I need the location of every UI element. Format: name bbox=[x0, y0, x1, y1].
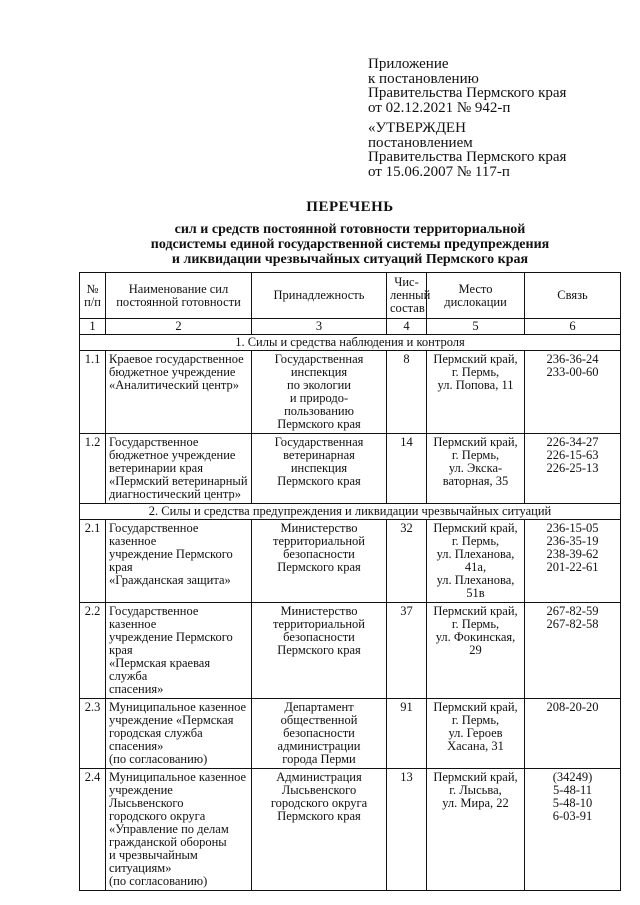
subtitle-line: и ликвидации чрезвычайных ситуаций Пермского края bbox=[171, 252, 529, 267]
row-contacts: (34249) 5-48-11 5-48-10 6-03-91 bbox=[525, 769, 621, 891]
approved-line: постановлением bbox=[368, 134, 473, 151]
appendix-header bbox=[368, 57, 566, 115]
row-contacts: 208-20-20 bbox=[525, 699, 621, 769]
row-name: Муниципальное казенное учреждение «Пермская городская служба спасения» (по согласованию) bbox=[106, 699, 252, 769]
row-num: 1.1 bbox=[80, 351, 106, 434]
appendix-line: Приложение bbox=[368, 56, 449, 72]
approved-line: Правительства Пермского края bbox=[368, 149, 567, 166]
header-location: Место дислокации bbox=[427, 273, 525, 319]
section-title: 2. Силы и средства предупреждения и ликвидации чрезвычайных ситуаций bbox=[80, 504, 621, 520]
row-contacts: 236-15-05 236-35-19 238-39-62 201-22-61 bbox=[525, 520, 621, 603]
row-affiliation: Департамент общественной безопасности администрации города Перми bbox=[252, 699, 387, 769]
document-title: ПЕРЕЧЕНЬ bbox=[306, 199, 394, 215]
row-affiliation: Министерство территориальной безопасности Пермского края bbox=[252, 520, 387, 603]
row-name: Муниципальное казенное учреждение Лысьвенского городского округа «Управление по делам гражданской обороны и чрезвычайным ситуациям» (по согласованию) bbox=[106, 769, 252, 891]
row-location: Пермский край, г. Пермь, ул. Экска- ваторная, 35 bbox=[427, 434, 525, 504]
row-name: Государственное бюджетное учреждение ветеринарии края «Пермский ветеринарный диагностический центр» bbox=[106, 434, 252, 504]
row-contacts: 236-36-24 233-00-60 bbox=[525, 351, 621, 434]
table-row bbox=[80, 603, 621, 699]
header-affiliation: Принадлежность bbox=[252, 273, 387, 319]
appendix-line: к постановлению bbox=[368, 70, 479, 87]
subtitle-line: сил и средств постоянной готовности территориальной bbox=[174, 222, 526, 237]
approved-line: «УТВЕРЖДЕН bbox=[368, 120, 466, 136]
row-name: Краевое государственное бюджетное учреждение «Аналитический центр» bbox=[106, 351, 252, 434]
approved-header bbox=[368, 121, 566, 179]
section-row bbox=[80, 335, 621, 351]
column-number: 1 bbox=[80, 319, 106, 335]
header-name: Наименование сил постоянной готовности bbox=[106, 273, 252, 319]
row-affiliation: Государственная ветеринарная инспекция Пермского края bbox=[252, 434, 387, 504]
table-row bbox=[80, 351, 621, 434]
section-row bbox=[80, 504, 621, 520]
table-row bbox=[80, 434, 621, 504]
table-header-row bbox=[80, 273, 621, 319]
subtitle-line: подсистемы единой государственной системы предупреждения bbox=[150, 237, 550, 252]
row-contacts: 226-34-27 226-15-63 226-25-13 bbox=[525, 434, 621, 504]
row-num: 2.3 bbox=[80, 699, 106, 769]
approved-line: от 15.06.2007 № 117-п bbox=[368, 163, 510, 180]
table-row bbox=[80, 769, 621, 891]
header-contacts: Связь bbox=[525, 273, 621, 319]
row-name: Государственное казенное учреждение Пермского края «Гражданская защита» bbox=[106, 520, 252, 603]
table-row bbox=[80, 699, 621, 769]
row-num: 2.2 bbox=[80, 603, 106, 699]
row-location: Пермский край, г. Пермь, ул. Фокинская, 29 bbox=[427, 603, 525, 699]
row-num: 1.2 bbox=[80, 434, 106, 504]
column-number: 3 bbox=[252, 319, 387, 335]
table-row bbox=[80, 520, 621, 603]
row-affiliation: Министерство территориальной безопасности Пермского края bbox=[252, 603, 387, 699]
appendix-line: от 02.12.2021 № 942-п bbox=[368, 99, 511, 116]
row-count: 91 bbox=[387, 699, 427, 769]
appendix-line: Правительства Пермского края bbox=[368, 85, 567, 102]
row-affiliation: Государственная инспекция по экологии и природо- пользованию Пермского края bbox=[252, 351, 387, 434]
row-num: 2.4 bbox=[80, 769, 106, 891]
section-title: 1. Силы и средства наблюдения и контроля bbox=[80, 335, 621, 351]
column-number: 6 bbox=[525, 319, 621, 335]
row-location: Пермский край, г. Пермь, ул. Героев Хасана, 31 bbox=[427, 699, 525, 769]
row-contacts: 267-82-59 267-82-58 bbox=[525, 603, 621, 699]
column-numbers-row bbox=[80, 319, 621, 335]
header-count: Чис- ленный состав bbox=[387, 273, 427, 319]
row-count: 32 bbox=[387, 520, 427, 603]
row-location: Пермский край, г. Пермь, ул. Плеханова, 41а, ул. Плеханова, 51в bbox=[427, 520, 525, 603]
row-affiliation: Администрация Лысьвенского городского округа Пермского края bbox=[252, 769, 387, 891]
column-number: 5 bbox=[427, 319, 525, 335]
row-location: Пермский край, г. Пермь, ул. Попова, 11 bbox=[427, 351, 525, 434]
column-number: 4 bbox=[387, 319, 427, 335]
row-count: 14 bbox=[387, 434, 427, 504]
document-subtitle bbox=[40, 222, 640, 267]
forces-table bbox=[79, 272, 621, 891]
header-num: № п/п bbox=[80, 273, 106, 319]
row-count: 37 bbox=[387, 603, 427, 699]
column-number: 2 bbox=[106, 319, 252, 335]
row-location: Пермский край, г. Лысьва, ул. Мира, 22 bbox=[427, 769, 525, 891]
row-num: 2.1 bbox=[80, 520, 106, 603]
row-count: 13 bbox=[387, 769, 427, 891]
row-count: 8 bbox=[387, 351, 427, 434]
row-name: Государственное казенное учреждение Пермского края «Пермская краевая служба спасения» bbox=[106, 603, 252, 699]
